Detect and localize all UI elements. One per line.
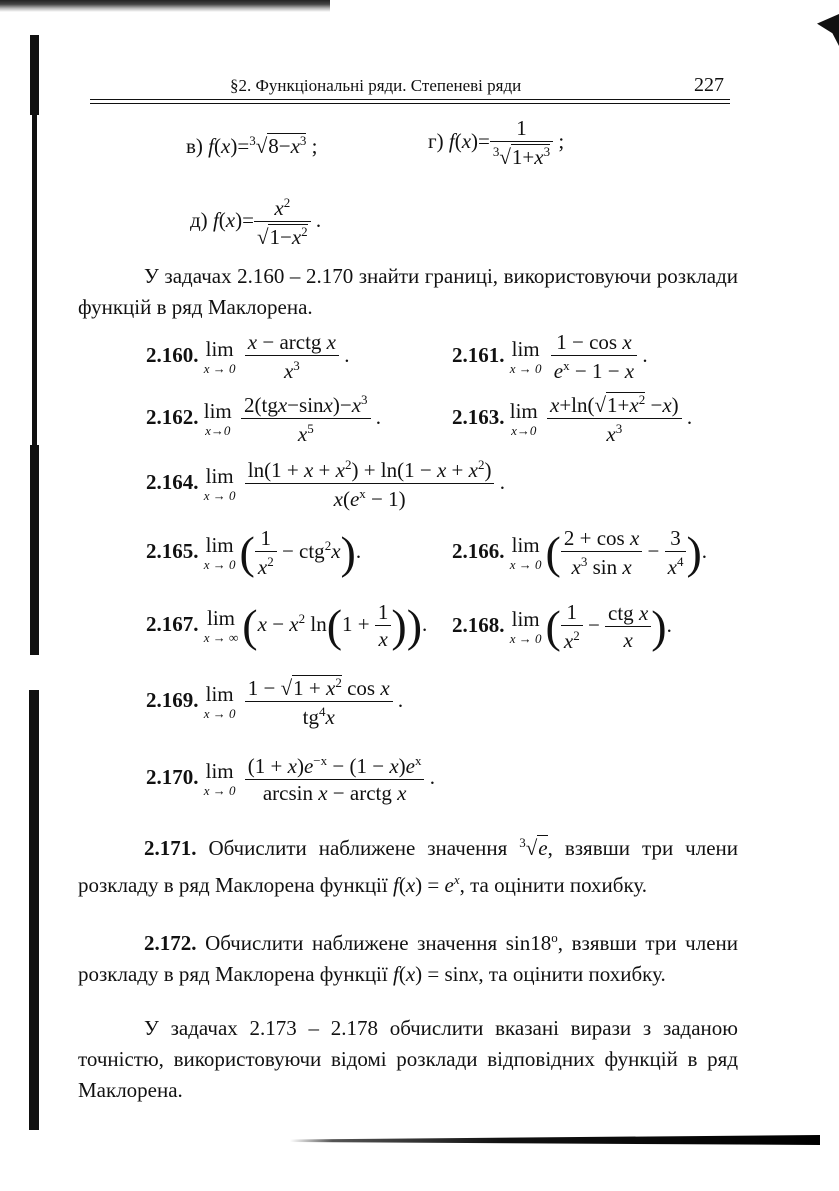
problem-2-164: 2.164. lim x → 0 $\frac{\ln(1 + x + x^2) + \ln(1 - x + x^2)}{x(e^x - 1)}$ . bbox=[146, 457, 505, 511]
problem-2-160: 2.160. lim x → 0 x − arctg x $x^3$ . bbox=[146, 330, 350, 383]
scan-edge-top bbox=[0, 0, 330, 12]
problem-2-172: 2.172. Обчислити наближене значення sin18$^o$, взявши три члени розкладу в ряд Маклорена функції f(x) = sinx, та оцінити похибку. bbox=[78, 930, 738, 986]
problem-2-166: 2.166. lim x → 0 ( $\frac{\text{2 + cos x}}{x^3 \sin x}$ − $\frac{3}{x^4}$ ). bbox=[452, 526, 708, 579]
outro-paragraph: У задачах 2.173 – 2.178 обчислити вказані вирази з заданою точністю, використовуючи відомі розклади відповідних функцій в ряд Маклорена. bbox=[78, 1016, 738, 1102]
scan-edge-left bbox=[32, 115, 37, 445]
running-header bbox=[90, 74, 730, 100]
page-number: 227 bbox=[694, 74, 724, 96]
scan-edge-left bbox=[30, 35, 39, 115]
problem-2-161: 2.161. lim x → 0 $\frac{\text{1 − cos x}}{e^x - 1 - x}$ . bbox=[452, 330, 648, 383]
scan-edge-bottom bbox=[290, 1135, 820, 1145]
problem-2-162: 2.162. lim x→0 $2(tgx-\sin x)-x^3$ $x^5$ . bbox=[146, 392, 382, 446]
header-rule bbox=[90, 99, 730, 104]
formula-d: д) f(x)= $\frac{x^2}{√1-x^2}$ . bbox=[190, 195, 322, 249]
scan-edge-left bbox=[29, 690, 39, 1130]
problem-2-171: 2.171. Обчислити наближене значення $^3$√e, взявши три члени розкладу в ряд Маклорена функції $f(x) = e^x$, та оцінити похибку. bbox=[78, 835, 738, 897]
problem-2-168: 2.168. lim x → 0 ( $\frac{1}{x^2}$ − ctg x x ). bbox=[452, 600, 672, 653]
problem-2-170: 2.170. lim x → 0 $(1 + x)e^{-x} - (1 - x)e^x$ arcsin x − arctg x . bbox=[146, 753, 435, 805]
scan-edge-left bbox=[30, 445, 39, 655]
problem-2-167: 2.167. lim x → ∞ ($x - x^2$ ln(1 + $\frac{1}{x}$ )). bbox=[146, 600, 428, 651]
problem-2-169: 2.169. lim x → 0 $\frac{1 - √1 + x^2 \cos x}{tg^4x}$ . bbox=[146, 675, 404, 729]
problem-2-163: 2.163. lim x→0 $\frac{x+\ln(√1+x^2 -x)}{x^3}$ . bbox=[452, 392, 693, 446]
formula-g: г) f(x)= $\frac{1}{^3√1+x^3}$ ; bbox=[428, 116, 565, 169]
header-title: §2. Функціональні ряди. Степеневі ряди bbox=[230, 76, 522, 95]
scan-corner-mark bbox=[817, 14, 839, 46]
problem-2-165: 2.165. lim x → 0 ( $\frac{1}{x^2}$ − ctg$^2$x). bbox=[146, 526, 362, 579]
intro-paragraph: У задачах 2.160 – 2.170 знайти границі, використовуючи розклади функцій в ряд Маклорена. bbox=[78, 264, 738, 319]
formula-v: в) $f(x)=^3√8-x^3$ ; bbox=[186, 133, 318, 158]
